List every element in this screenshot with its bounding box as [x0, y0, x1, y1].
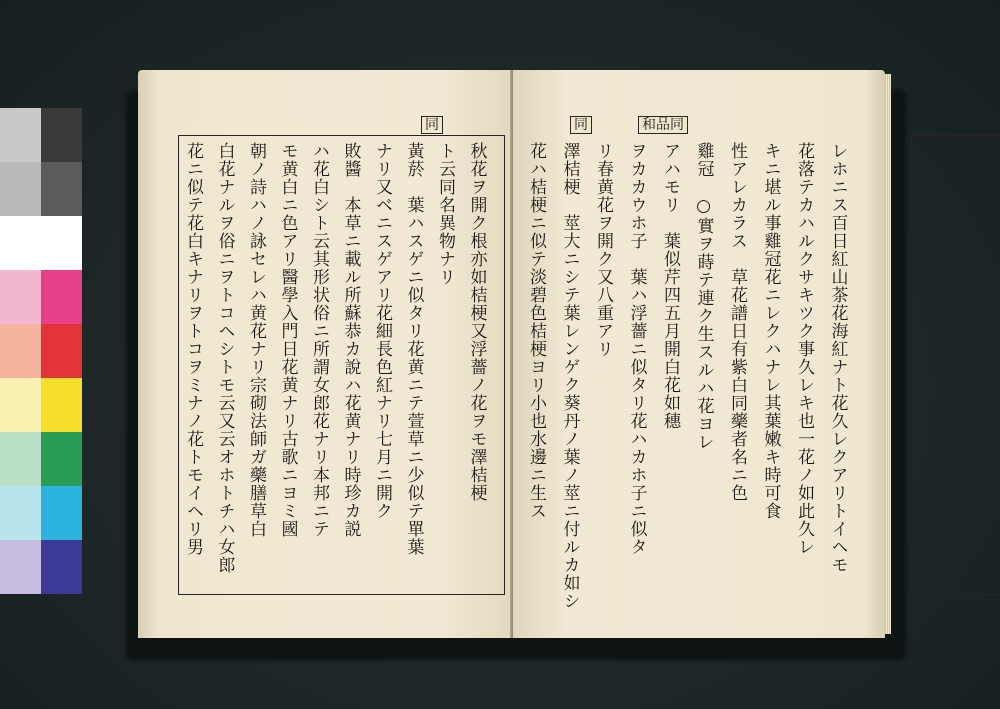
- right-page-header-1: 同: [570, 114, 592, 134]
- open-book: [118, 70, 888, 645]
- calibration-patch: [41, 378, 82, 432]
- calibration-patch: [41, 540, 82, 594]
- calibration-patch: [41, 324, 82, 378]
- text-column: 雞冠 ○實ヲ蒔テ連ク生スルハ花ヨレ: [693, 142, 714, 451]
- text-column: 花ニ似テ花白キナリヲトコヲミナノ花トモイヘリ男: [183, 142, 203, 556]
- page-edges: [885, 74, 891, 634]
- text-column: モ黄白ニ色アリ醫學入門日花黄ナリ古歌ニヨミ國: [277, 142, 298, 538]
- calibration-patch: [41, 432, 82, 486]
- left-page-header: 同: [421, 114, 443, 134]
- calibration-patch: [41, 162, 82, 216]
- text-column: リ春黄花ヲ開ク又八重アリ: [593, 142, 613, 358]
- text-column: ナリ又ベニスゲアリ花細長色紅ナリ七月ニ開ク: [372, 142, 392, 520]
- text-column: 花落テカハルクサキツク事久レキ也一花ノ如此久レ: [794, 142, 814, 556]
- text-column: 澤桔梗 莖大ニシテ葉レンゲク葵丹ノ葉ノ莖ニ付ルカ如シ: [559, 142, 580, 610]
- calibration-patch: [0, 324, 41, 378]
- text-column: ト云同名異物ナリ: [435, 142, 455, 286]
- calibration-patch: [0, 378, 41, 432]
- calibration-patch: [0, 486, 41, 540]
- text-column: 秋花ヲ開ク根亦如桔梗又浮薔ノ花ヲモ澤桔梗: [466, 142, 487, 502]
- calibration-patch: [41, 108, 82, 162]
- text-column: キニ堪ル事雞冠花ニレクハナレ其葉嫩キ時可食: [760, 142, 781, 520]
- calibration-patch: [41, 486, 82, 540]
- right-page-header-2: 和品同: [638, 114, 688, 134]
- calibration-patch: [0, 270, 41, 324]
- right-page-frame: [911, 135, 1000, 595]
- text-column: 花ハ桔梗ニ似テ淡碧色桔梗ヨリ小也水邊ニ生ス: [526, 142, 546, 520]
- right-page: [513, 70, 885, 638]
- calibration-patch: [0, 108, 41, 162]
- calibration-patch: [41, 216, 82, 270]
- text-column: 敗醬 本草ニ載ル所蘇恭カ說ハ花黄ナリ時珍カ説: [340, 142, 361, 538]
- color-calibration-strip: [0, 108, 82, 598]
- text-column: アハモリ 葉似芹四五月開白花如穗: [660, 142, 680, 430]
- left-page: [138, 70, 513, 638]
- calibration-patch: [0, 432, 41, 486]
- calibration-patch: [0, 540, 41, 594]
- text-column: 朝ノ詩ハノ詠セレハ黄花ナリ宗砌法師ガ藥膳草白: [246, 142, 266, 538]
- text-column: ハ花白シト云其形状俗ニ所謂女郎花ナリ本邦ニテ: [309, 142, 329, 538]
- text-column: レホニス百日紅山茶花海紅ナト花久レクアリトイヘモ: [827, 142, 848, 574]
- calibration-patch: [0, 162, 41, 216]
- calibration-patch: [41, 270, 82, 324]
- text-column: 白花ナルヲ俗ニヲトコヘシトモ云又云オホトチハ女郎: [214, 142, 235, 574]
- text-column: ヲカカウホ子 葉ハ浮薔ニ似タリ花ハカホ子ニ似タ: [626, 142, 647, 556]
- calibration-patch: [0, 216, 41, 270]
- text-column: 黃菸 葉ハスゲニ似タリ花黄ニテ萱草ニ少似テ單葉: [403, 142, 424, 556]
- text-column: 性アレカラス 草花譜日有紫白同藥者名ニ色: [727, 142, 747, 502]
